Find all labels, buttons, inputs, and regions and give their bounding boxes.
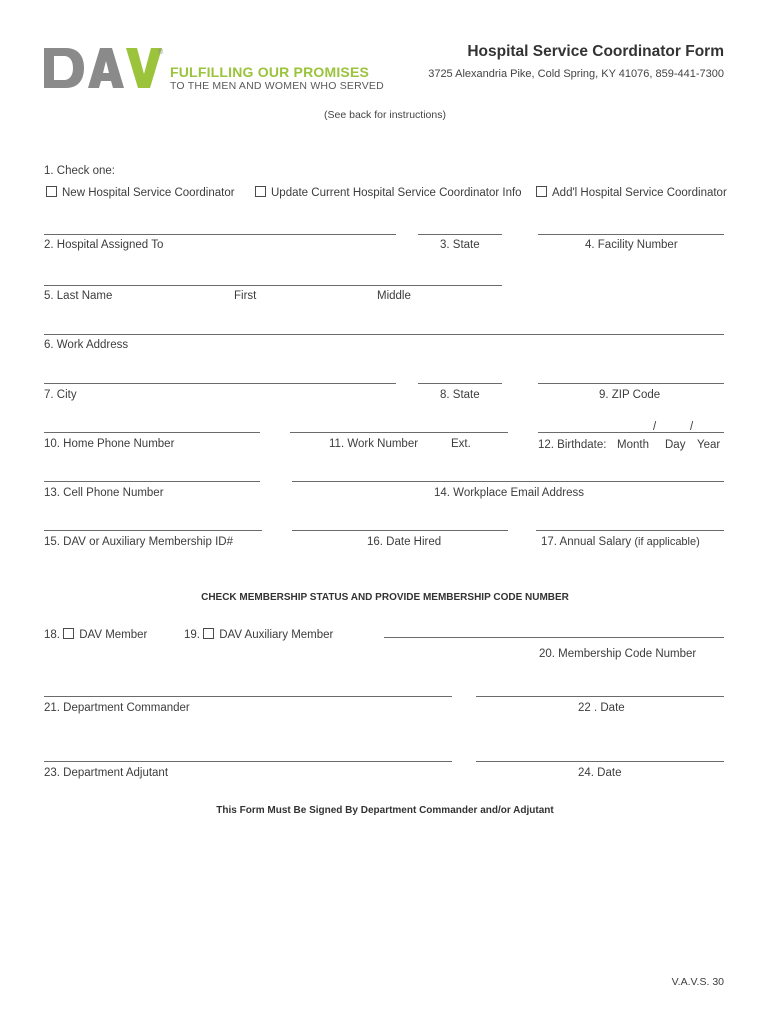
state-3-field[interactable] [418,234,502,235]
checkbox[interactable] [203,628,214,639]
state-8-label: 8. State [440,389,480,401]
cell-phone-label: 13. Cell Phone Number [44,487,164,499]
work-address-label: 6. Work Address [44,339,129,351]
annual-salary-field[interactable] [536,530,724,531]
dav-member-option[interactable]: 18. DAV Member [44,629,148,641]
workplace-email-label: 14. Workplace Email Address [434,487,584,499]
ext-label: Ext. [451,438,471,450]
membership-id-label: 15. DAV or Auxiliary Membership ID# [44,536,233,548]
state-8-field[interactable] [418,383,502,384]
option-update-coordinator[interactable]: Update Current Hospital Service Coordinator Info [255,186,522,199]
dav-logo [44,46,164,90]
cell-phone-field[interactable] [44,481,260,482]
date-24-field[interactable] [476,761,724,762]
birthdate-slash-1: / [653,421,657,433]
name-field[interactable] [44,285,502,286]
annual-salary-label: 17. Annual Salary (if applicable) [541,536,700,548]
date-22-field[interactable] [476,696,724,697]
checkbox[interactable] [255,186,266,197]
birthdate-year-label: Year [697,439,721,451]
department-adjutant-label: 23. Department Adjutant [44,767,169,779]
work-number-field[interactable] [290,432,508,433]
hospital-assigned-field[interactable] [44,234,396,235]
birthdate-month-label: Month [617,439,649,451]
city-field[interactable] [44,383,396,384]
checkbox[interactable] [63,628,74,639]
checkbox[interactable] [536,186,547,197]
dav-auxiliary-member-option[interactable]: 19. DAV Auxiliary Member [184,629,334,641]
zip-code-label: 9. ZIP Code [599,389,661,401]
last-name-label: 5. Last Name [44,290,113,302]
svg-text:®: ® [158,49,164,56]
department-commander-signature-field[interactable] [44,696,452,697]
option-new-coordinator[interactable]: New Hospital Service Coordinator [46,186,235,199]
birthdate-label: 12. Birthdate: [538,439,607,451]
first-name-label: First [234,290,257,302]
form-code: V.A.V.S. 30 [671,976,724,988]
birthdate-day-label: Day [665,439,686,451]
work-number-label: 11. Work Number [329,438,419,450]
option-additional-coordinator[interactable]: Add'l Hospital Service Coordinator [536,186,727,199]
state-3-label: 3. State [440,239,480,251]
membership-code-field[interactable] [384,637,724,638]
middle-name-label: Middle [377,290,411,302]
work-address-field[interactable] [44,334,724,335]
date-hired-field[interactable] [292,530,508,531]
department-commander-label: 21. Department Commander [44,702,190,714]
department-adjutant-signature-field[interactable] [44,761,452,762]
form-title: Hospital Service Coordinator Form [467,43,724,60]
checkbox[interactable] [46,186,57,197]
birthdate-slash-2: / [690,421,694,433]
city-label: 7. City [44,389,77,401]
instructions-note: (See back for instructions) [324,109,446,121]
tagline-main: FULFILLING OUR PROMISES [170,64,370,80]
check-one-label: 1. Check one: [44,165,115,177]
date-24-label: 24. Date [578,767,622,779]
signature-requirement-note: This Form Must Be Signed By Department Commander and/or Adjutant [216,805,554,816]
home-phone-label: 10. Home Phone Number [44,438,175,450]
membership-id-field[interactable] [44,530,262,531]
date-hired-label: 16. Date Hired [367,536,442,548]
organization-address: 3725 Alexandria Pike, Cold Spring, KY 41076, 859-441-7300 [428,68,724,80]
zip-code-field[interactable] [538,383,724,384]
tagline-sub: TO THE MEN AND WOMEN WHO SERVED [170,80,384,92]
date-22-label: 22 . Date [578,702,625,714]
hospital-assigned-label: 2. Hospital Assigned To [44,239,164,251]
birthdate-field[interactable] [538,432,724,433]
membership-heading: CHECK MEMBERSHIP STATUS AND PROVIDE MEMBERSHIP CODE NUMBER [201,592,569,603]
membership-code-label: 20. Membership Code Number [539,648,697,660]
facility-number-field[interactable] [538,234,724,235]
facility-number-label: 4. Facility Number [585,239,678,251]
workplace-email-field[interactable] [292,481,724,482]
home-phone-field[interactable] [44,432,260,433]
